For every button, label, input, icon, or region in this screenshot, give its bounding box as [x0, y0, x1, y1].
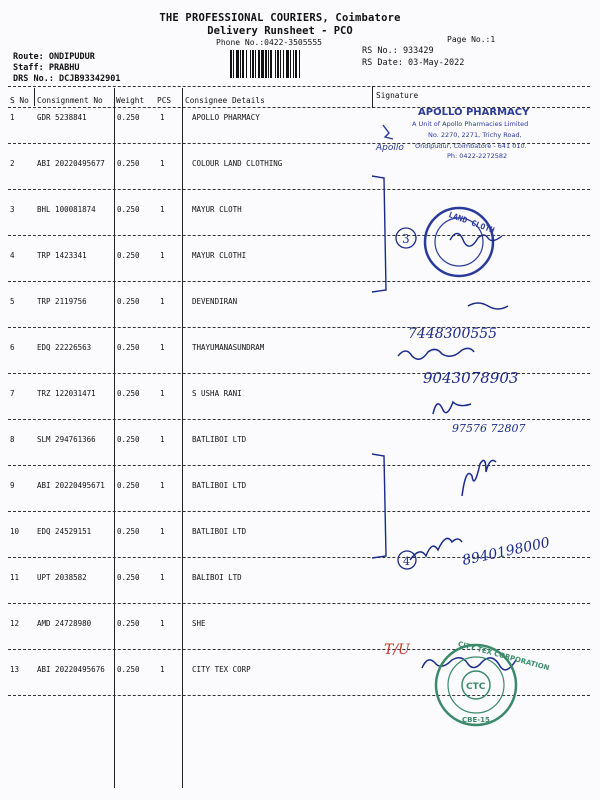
page-number: Page No.:1 — [447, 35, 496, 44]
apollo-stamp-line2: No. 2270, 2271, Trichy Road, — [428, 131, 522, 139]
row-sno: 3 — [10, 205, 15, 214]
row-pcs: 1 — [160, 665, 165, 674]
row-pcs: 1 — [160, 343, 165, 352]
row-sno: 7 — [10, 389, 15, 398]
row-weight: 0.250 — [117, 297, 140, 306]
row-sno: 8 — [10, 435, 15, 444]
row-pcs: 1 — [160, 113, 165, 122]
handwritten-note: T/U — [384, 642, 410, 658]
ctc-stamp — [436, 640, 550, 725]
row-sno: 10 — [10, 527, 20, 536]
col-header-consignment: Consignment No — [37, 96, 103, 105]
handwritten-phone: 97576 72807 — [452, 422, 526, 435]
handwritten-phone: 8940198000 — [460, 534, 552, 569]
signature-scribble — [398, 348, 474, 359]
signature-scribble — [433, 402, 471, 414]
row-weight: 0.250 — [117, 343, 140, 352]
row-weight: 0.250 — [117, 665, 140, 674]
row-weight: 0.250 — [117, 527, 140, 536]
row-consignee: CITY TEX CORP — [192, 665, 251, 674]
row-sno: 4 — [10, 251, 15, 260]
row-weight: 0.250 — [117, 205, 140, 214]
apollo-logo: Apollo — [376, 143, 404, 153]
signature-scribble — [462, 460, 496, 496]
drs-number: DRS No.: DCJB93342901 — [13, 74, 121, 84]
signature-scribble — [450, 233, 502, 246]
row-sno: 9 — [10, 481, 15, 490]
row-sno: 11 — [10, 573, 20, 582]
row-consignee: BATLIBOI LTD — [192, 435, 247, 444]
phone-number: Phone No.:0422-3505555 — [216, 38, 322, 47]
handwritten-phone: 7448300555 — [408, 326, 498, 342]
ctc-stamp-center: CTC — [466, 682, 486, 692]
row-pcs: 1 — [160, 573, 165, 582]
row-weight: 0.250 — [117, 481, 140, 490]
row-consignment-no: EDQ 24529151 — [37, 527, 92, 536]
apollo-stamp — [375, 107, 530, 160]
row-pcs: 1 — [160, 435, 165, 444]
row-consignment-no: GDR 5238841 — [37, 113, 87, 122]
row-pcs: 1 — [160, 159, 165, 168]
apollo-stamp-line4: Ph: 0422-2272582 — [447, 152, 508, 160]
ctc-stamp-bottom: CBE-15. — [462, 716, 493, 724]
signature-scribble — [468, 303, 508, 309]
row-consignment-no: ABI 20220495676 — [37, 665, 105, 674]
row-weight: 0.250 — [117, 435, 140, 444]
ctc-stamp-ring: CITY TEX CORPORATION — [456, 640, 551, 673]
row-weight: 0.250 — [117, 389, 140, 398]
col-header-pcs: PCS — [157, 96, 172, 105]
row-consignee: MAYUR CLOTH — [192, 205, 242, 214]
rs-date: RS Date: 03-May-2022 — [362, 58, 465, 68]
row-sno: 5 — [10, 297, 15, 306]
row-sno: 1 — [10, 113, 15, 122]
row-pcs: 1 — [160, 251, 165, 260]
row-consignee: DEVENDIRAN — [192, 297, 238, 306]
handwritten-number: 4 — [403, 555, 410, 568]
handwritten-phone: 9043078903 — [423, 369, 519, 387]
row-consignee: MAYUR CLOTHI — [192, 251, 247, 260]
apollo-logo-mark — [383, 125, 393, 139]
row-pcs: 1 — [160, 297, 165, 306]
row-sno: 2 — [10, 159, 15, 168]
row-consignment-no: ABI 20220495677 — [37, 159, 105, 168]
row-consignee: THAYUMANASUNDRAM — [192, 343, 265, 352]
company-title: THE PROFESSIONAL COURIERS, Coimbatore — [159, 12, 401, 24]
row-consignment-no: EDQ 22226563 — [37, 343, 92, 352]
row-consignee: SHE — [192, 619, 206, 628]
row-consignment-no: TRP 1423341 — [37, 251, 87, 260]
document-title: Delivery Runsheet - PCO — [207, 25, 353, 37]
route-label: Route: ONDIPUDUR — [13, 52, 95, 62]
row-consignee: S USHA RANI — [192, 389, 242, 398]
row-pcs: 1 — [160, 527, 165, 536]
row-sno: 13 — [10, 665, 20, 674]
row-consignee: BATLIBOI LTD — [192, 527, 247, 536]
row-weight: 0.250 — [117, 251, 140, 260]
row-consignee: BALIBOI LTD — [192, 573, 242, 582]
row-weight: 0.250 — [117, 573, 140, 582]
apollo-stamp-line3: Ondipudur, Coimbatore - 641 010. — [415, 142, 527, 150]
rs-number: RS No.: 933429 — [362, 46, 434, 56]
row-pcs: 1 — [160, 205, 165, 214]
mayur-stamp — [425, 208, 496, 276]
row-pcs: 1 — [160, 481, 165, 490]
col-header-details: Consignee Details — [185, 96, 265, 105]
row-weight: 0.250 — [117, 113, 140, 122]
handwritten-number: 3 — [402, 232, 410, 246]
bracket-mark — [372, 176, 386, 292]
row-consignment-no: AMD 24728980 — [37, 619, 92, 628]
row-pcs: 1 — [160, 619, 165, 628]
row-consignment-no: TRZ 122031471 — [37, 389, 96, 398]
row-sno: 6 — [10, 343, 15, 352]
signature-scribble — [410, 538, 462, 560]
col-header-signature: Signature — [376, 91, 419, 100]
mayur-stamp-text: LAND CLOTH — [447, 210, 496, 236]
staff-label: Staff: PRABHU — [13, 63, 80, 73]
row-consignment-no: ABI 20220495671 — [37, 481, 105, 490]
row-consignment-no: TRP 2119756 — [37, 297, 87, 306]
row-consignment-no: SLM 294761366 — [37, 435, 96, 444]
row-consignee: COLOUR LAND CLOTHING — [192, 159, 283, 168]
apollo-stamp-title: APOLLO PHARMACY — [418, 107, 530, 118]
row-weight: 0.250 — [117, 619, 140, 628]
row-consignment-no: BHL 100081874 — [37, 205, 96, 214]
col-header-weight: Weight — [116, 96, 145, 105]
row-consignee: BATLIBOI LTD — [192, 481, 247, 490]
row-consignee: APOLLO PHARMACY — [192, 113, 260, 122]
row-consignment-no: UPT 2038582 — [37, 573, 87, 582]
row-weight: 0.250 — [117, 159, 140, 168]
row-sno: 12 — [10, 619, 20, 628]
bracket-mark — [372, 454, 386, 558]
col-header-sno: S No — [10, 96, 29, 105]
row-pcs: 1 — [160, 389, 165, 398]
apollo-stamp-line1: A Unit of Apollo Pharmacies Limited — [412, 120, 529, 128]
